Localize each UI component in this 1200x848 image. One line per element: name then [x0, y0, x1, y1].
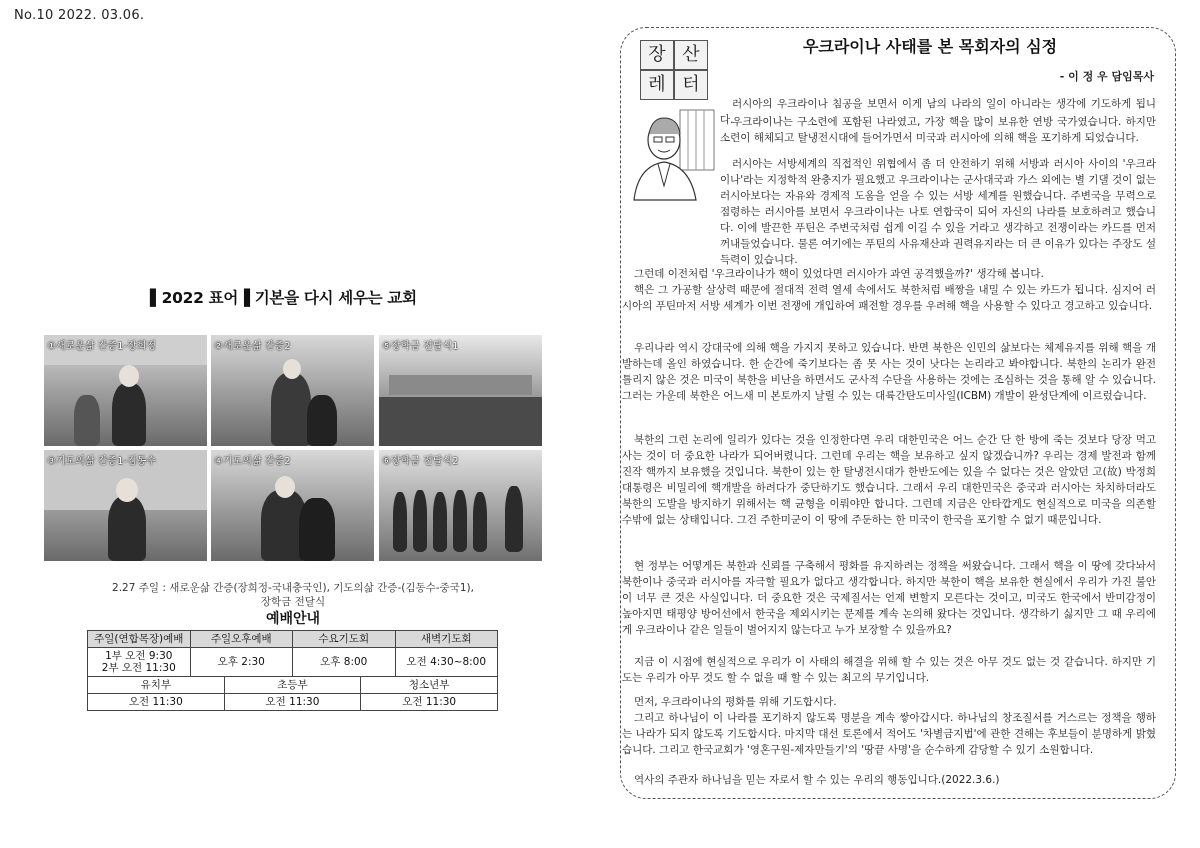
letter-paragraph: 러시아는 서방세계의 직접적인 위협에서 좀 더 안전하기 위해 서방과 러시아 사이의 '우크라이나'라는 지정학적 완충지가 필요했고 우크라이나는 군사대국과 가스 외에는 별 기댈 것이 없는 러시아보다는 자유와 경제적 도움을 얻을 수 있는 서방 세계를 원했습니다. 주변국을 무력으로 점령하는 러시아를 보면서 우크라이나는 나토 연합국이 되어 자신의 나라를 보호하려고 했습니다. 이에 발끈한 푸틴은 주변국처럼 쉽게 이길 수 있을 거라고 생각하고 전쟁이라는 카드를 먼저 꺼내들었습니다. 물론 여기에는 푸틴의 사유재산과 권력유지라는 더 큰 이유가 있다는 주장도 설득력이 있습니다.: [720, 158, 1156, 266]
photo-prayer-1: [44, 450, 207, 561]
photo-testimony-1: [44, 335, 207, 446]
letter-paragraph: 현 정부는 어떻게든 북한과 신뢰를 구축해서 평화를 유지하려는 정책을 써왔습니다. 그래서 핵을 이 땅에 갖다놔서 북한이나 중국과 러시아를 자극할 필요가 없다고 생각합니다. 하지만 북한이 핵을 보유한 현실에서 우리가 가진 불안이 너무 큰 것은 사실입니다. 더 중요한 것은 국제질서는 언제 변할지 모른다는 것이고, 미국도 한국에서 반미감정이 높아지면 태평양 방어선에서 한국을 제외시키는 문제를 계속 논의해 왔다는 것입니다. 생각하기 싫지만 그 때 우리에게 우크라이나 같은 일들이 벌어지지 않는다고 누가 보장할 수 있을까요?: [622, 560, 1156, 636]
letter-author: - 이 정 우 담임목사: [1059, 70, 1154, 83]
service-header: 새벽기도회: [395, 631, 498, 648]
letter-paragraph: 역사의 주관자 하나님을 믿는 자로서 할 수 있는 우리의 행동입니다.(2022.3.6.): [634, 774, 1000, 786]
letter-paragraph: 그런데 이전처럼 '우크라이나가 핵이 있었다면 러시아가 과연 공격했을까?' 생각해 봅니다.: [634, 268, 1044, 280]
service-header: 주일오후예배: [190, 631, 293, 648]
service-time: 오후 2:30: [190, 648, 293, 677]
letter-title: 우크라이나 사태를 본 목회자의 심정: [802, 37, 1058, 56]
letter-paragraph: 핵은 그 가공할 살상력 때문에 절대적 전력 열세 속에서도 북한처럼 배짱을 내밀 수 있는 카드가 됩니다. 심지어 러시아의 푸틴마저 서방 세계가 이번 전쟁에 개입하여 패전할 경우를 우려해 핵을 사용할 수 있다고 경고하고 있습니다.: [622, 284, 1156, 312]
department-time: 오전 11:30: [88, 694, 225, 711]
event-line: 2.27 주일 : 새로운삶 간증(장희정-국내충국인), 기도의삶 간증-(김동수-중국1),: [112, 582, 474, 594]
photo-grid: [44, 335, 542, 561]
service-header: 수요기도회: [293, 631, 396, 648]
photo-caption: ①새로운삶 간증1-장희정: [47, 341, 157, 352]
department-time: 오전 11:30: [224, 694, 361, 711]
photo-caption: ⑤장학금 전달식1: [382, 341, 459, 352]
service-schedule-table: [87, 630, 498, 677]
letter-paragraph: 북한의 그런 논리에 일리가 있다는 것을 인정한다면 우리 대한민국은 어느 순간 단 한 방에 죽는 것보다 당장 먹고 사는 것이 더 중요한 나라가 되어버렸니다. 그런데 우리는 핵을 보유하고 싶지 않겠습니까? 우리는 경제 발전과 함께 진작 핵까지 보유했을 것입니다. 북한이 있는 한 탈냉전시대가 한반도에는 있을 수 없다는 것은 알았던 고(故) 박정희 대통령은 비밀리에 핵개발을 하려다가 중단하기도 했습니다. 그래서 우리 대한민국은 중국과 러시아는 차치하더라도 북한의 도발을 방지하기 위해서는 핵 균형을 이뤄야만 합니다. 그런데 지금은 안타깝게도 현실적으로 미국을 의존할 수밖에 없는 상태입니다. 그건 주한미군이 이 땅에 주둔하는 한 미국이 한국을 포기할 수 없기 때문입니다.: [622, 434, 1156, 526]
photo-scholarship-1: [379, 335, 542, 446]
letter-paragraph: 우크라이나는 구소련에 포함된 나라였고, 가장 핵을 많이 보유한 연방 국가였습니다. 하지만 소련이 해체되고 탈냉전시대에 들어가면서 미국과 러시아에 의해 핵을 포기하게 되었습니다.: [720, 116, 1156, 144]
church-motto: ▌2022 표어▐ 기본을 다시 세우는 교회: [150, 289, 417, 307]
photo-prayer-2: [211, 450, 374, 561]
letter-paragraph: 그리고 하나님이 이 나라를 포기하지 않도록 명분을 계속 쌓아갑시다. 하나님의 창조질서를 거스르는 정책을 행하는 나라가 되지 않도록 기도합시다. 마지막 대선 토론에서 적어도 '차별금지법'에 관한 견해는 후보들이 분명하게 밝혔습니다. 그리고 한국교회가 '영혼구원-제자만들기'의 '땅끝 사명'을 순수하게 감당할 수 있기 소원합니다.: [622, 712, 1156, 756]
photo-caption: ③기도의삶 간증1-김동수: [47, 456, 157, 467]
letter-paragraph: 지금 이 시점에 현실적으로 우리가 이 사태의 해결을 위해 할 수 있는 것은 아무 것도 없는 것 같습니다. 하지만 기도는 우리가 아무 것도 할 수 없을 때 할 수 있는 최고의 무기입니다.: [622, 656, 1156, 684]
service-time: 1부 오전 9:30 2부 오전 11:30: [88, 648, 191, 677]
service-time: 오후 8:00: [293, 648, 396, 677]
department-header: 유치부: [88, 677, 225, 694]
column-badge: 레: [640, 70, 674, 100]
department-time: 오전 11:30: [361, 694, 498, 711]
event-description: [44, 581, 542, 609]
department-header: 초등부: [224, 677, 361, 694]
photo-testimony-2: [211, 335, 374, 446]
event-line: 장학금 전달식: [260, 596, 326, 608]
photo-caption: ⑥장학금 전달식2: [382, 456, 459, 467]
letter-paragraph: 우리나라 역시 강대국에 의해 핵을 가지지 못하고 있습니다. 반면 북한은 인민의 삶보다는 체제유지를 위해 핵을 개발하는데 올인 하였습니다. 한 순간에 죽기보다는 좀 못 사는 것이 낫다는 논리라고 봐야합니다. 북한의 논리가 완전 틀리지 않은 것은 미국이 북한을 비난을 하면서도 군사적 수단을 사용하는 것에는 조심하는 것을 통해 알 수 있습니다. 그러는 가운데 북한은 어느새 미 본토까지 날릴 수 있는 대륙간탄도미사일(ICBM) 개발이 완성단계에 이르렀습니다.: [622, 342, 1156, 402]
column-badge: 산: [674, 40, 708, 70]
issue-date: No.10 2022. 03.06.: [14, 8, 145, 23]
department-schedule-table: [87, 676, 498, 711]
photo-scholarship-2: [379, 450, 542, 561]
column-badge: 터: [674, 70, 708, 100]
service-header: 주일(연합목장)예배: [88, 631, 191, 648]
service-guide-title: 예배안내: [265, 611, 321, 627]
column-badge: 장: [640, 40, 674, 70]
service-time: 오전 4:30~8:00: [395, 648, 498, 677]
letter-paragraph: 러시아의 우크라이나 침공을 보면서 이게 남의 나라의 일이 아니라는 생각에 기도하게 됩니다.: [720, 98, 1156, 126]
department-header: 청소년부: [361, 677, 498, 694]
photo-caption: ④기도의삶 간증2: [214, 456, 291, 467]
letter-paragraph: 먼저, 우크라이나의 평화를 위해 기도합시다.: [634, 696, 837, 708]
photo-caption: ②새로운삶 간증2: [214, 341, 291, 352]
